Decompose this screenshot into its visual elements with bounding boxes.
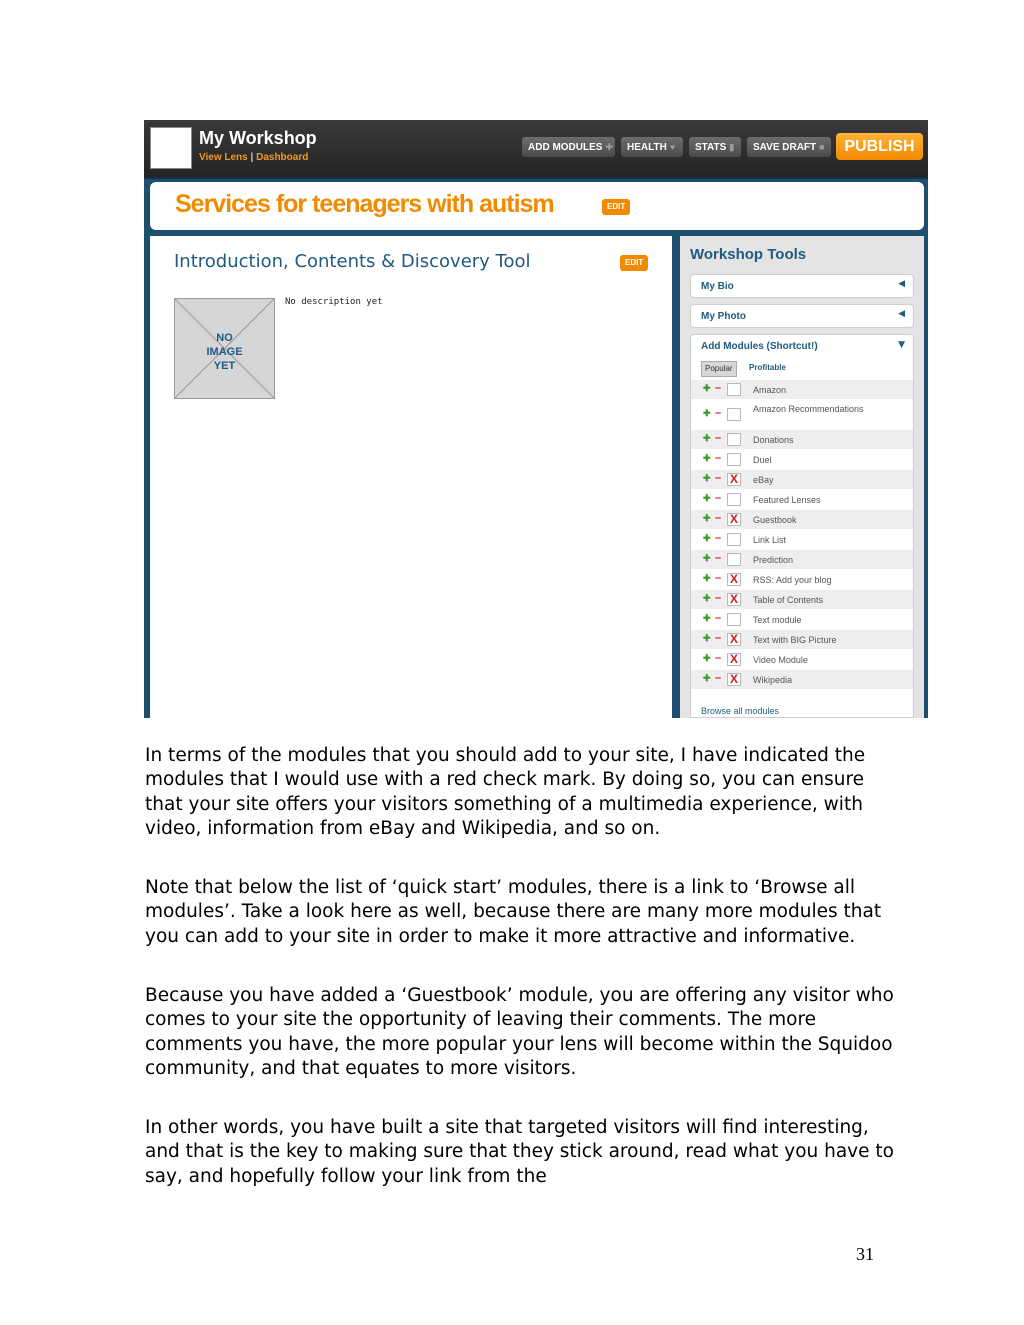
add-modules-button[interactable]	[522, 137, 615, 157]
module-name: Donations	[753, 435, 794, 445]
module-checkbox[interactable]	[727, 453, 741, 466]
module-row	[691, 430, 913, 450]
add-module-plus-icon[interactable]: ✚	[703, 573, 711, 583]
module-checkbox[interactable]	[727, 513, 741, 526]
remove-module-minus-icon[interactable]: –	[715, 452, 722, 464]
module-name: Duel	[753, 455, 772, 465]
module-checkbox[interactable]	[727, 433, 741, 446]
module-row	[691, 550, 913, 570]
module-name: Video Module	[753, 655, 808, 665]
tab-profitable[interactable]: Profitable	[749, 363, 786, 372]
health-button[interactable]	[621, 137, 683, 157]
dashboard-link[interactable]: Dashboard	[256, 152, 309, 163]
module-checkbox[interactable]	[727, 408, 741, 421]
add-module-plus-icon[interactable]: ✚	[703, 613, 711, 623]
lens-title: Services for teenagers with autism	[175, 190, 554, 218]
remove-module-minus-icon[interactable]: –	[715, 592, 722, 604]
remove-module-minus-icon[interactable]: –	[715, 472, 722, 484]
red-check-mark-icon: X	[730, 672, 739, 686]
add-module-plus-icon[interactable]: ✚	[703, 473, 711, 483]
add-module-plus-icon[interactable]: ✚	[703, 673, 711, 683]
module-name: Wikipedia	[753, 675, 793, 685]
save-icon: ■	[819, 142, 825, 152]
module-row	[691, 510, 913, 530]
no-image-placeholder	[174, 298, 275, 399]
add-modules-shortcut-label[interactable]: Add Modules (Shortcut!)	[701, 341, 818, 352]
workshop-header	[144, 120, 928, 179]
remove-module-minus-icon[interactable]: –	[715, 432, 722, 444]
view-lens-link[interactable]: View Lens	[199, 152, 248, 163]
edit-intro-button[interactable]: EDIT	[620, 255, 648, 271]
remove-module-minus-icon[interactable]: –	[715, 672, 722, 684]
remove-module-minus-icon[interactable]: –	[715, 552, 722, 564]
red-check-mark-icon: X	[730, 632, 739, 646]
module-checkbox[interactable]	[727, 613, 741, 626]
save-draft-button[interactable]	[747, 137, 831, 157]
tab-popular[interactable]: Popular	[701, 361, 737, 377]
page-number: 31	[856, 1244, 874, 1264]
paragraph: In terms of the modules that you should add to your site, I have indicated the modules that I would use with a red check mark. By doing so, you can ensure that your site offers your visitors something of a multimedia experience, with video, information from eBay and Wikipedia, and so on.	[145, 745, 866, 840]
link-separator: |	[247, 152, 257, 163]
red-check-mark-icon: X	[730, 512, 739, 526]
remove-module-minus-icon[interactable]: –	[715, 612, 722, 624]
module-row	[691, 670, 913, 690]
module-checkbox[interactable]	[727, 553, 741, 566]
add-module-plus-icon[interactable]: ✚	[703, 453, 711, 463]
publish-button[interactable]: PUBLISH	[836, 133, 923, 160]
module-name: Amazon	[753, 385, 787, 395]
module-checkbox[interactable]	[727, 633, 741, 646]
remove-module-minus-icon[interactable]: –	[715, 652, 722, 664]
remove-module-minus-icon[interactable]: –	[715, 572, 722, 584]
red-check-mark-icon: X	[730, 572, 739, 586]
health-label: HEALTH	[627, 142, 667, 153]
module-row	[691, 380, 913, 400]
add-module-plus-icon[interactable]: ✚	[703, 493, 711, 503]
module-name: Text with BIG Picture	[753, 635, 837, 645]
remove-module-minus-icon[interactable]: –	[715, 632, 722, 644]
module-row	[691, 630, 913, 650]
add-modules-label: ADD MODULES	[528, 142, 603, 153]
my-photo-label: My Photo	[701, 311, 746, 322]
module-name: Table of Contents	[753, 595, 824, 605]
add-module-plus-icon[interactable]: ✚	[703, 653, 711, 663]
module-row	[691, 590, 913, 610]
workshop-tools-title: Workshop Tools	[690, 246, 807, 263]
remove-module-minus-icon[interactable]: –	[715, 532, 722, 544]
module-checkbox[interactable]	[727, 533, 741, 546]
module-name: Prediction	[753, 555, 794, 565]
add-module-plus-icon[interactable]: ✚	[703, 433, 711, 443]
add-module-plus-icon[interactable]: ✚	[703, 513, 711, 523]
module-row	[691, 490, 913, 510]
module-name: RSS: Add your blog	[753, 575, 832, 585]
chevron-left-icon: ◀	[898, 309, 905, 319]
remove-module-minus-icon[interactable]: –	[715, 382, 722, 394]
add-module-plus-icon[interactable]: ✚	[703, 553, 711, 563]
module-name: Amazon Recommendations	[753, 404, 864, 414]
module-row	[691, 450, 913, 470]
lens-title-card	[150, 182, 924, 230]
module-checkbox[interactable]	[727, 493, 741, 506]
remove-module-minus-icon[interactable]: –	[715, 492, 722, 504]
module-row	[691, 570, 913, 590]
red-check-mark-icon: X	[730, 592, 739, 606]
edit-title-button[interactable]: EDIT	[602, 199, 630, 215]
workshop-tools-panel	[680, 236, 924, 718]
add-module-plus-icon[interactable]: ✚	[703, 408, 711, 418]
plus-icon: ✚	[605, 142, 613, 152]
add-modules-section	[690, 334, 914, 718]
paragraph: Note that below the list of ‘quick start’ modules, there is a link to ‘Browse all modules’. Take a look here as well, because there are many more modules that you can add to your site in order to make it more attractive and informative.	[145, 877, 882, 947]
stats-button[interactable]	[689, 137, 741, 157]
workshop-title: My Workshop	[199, 128, 317, 148]
save-draft-label: SAVE DRAFT	[753, 142, 817, 153]
paragraph: In other words, you have built a site that targeted visitors will find interesting, and that is the key to making sure that they stick around, read what you have to say, and hopefully follow your link from the	[145, 1117, 894, 1187]
heart-icon: ♥	[669, 142, 676, 152]
remove-module-minus-icon[interactable]: –	[715, 407, 722, 419]
module-checkbox[interactable]	[727, 593, 741, 606]
module-row	[691, 650, 913, 670]
module-row	[691, 530, 913, 550]
my-bio-accordion[interactable]	[690, 274, 914, 298]
add-module-plus-icon[interactable]: ✚	[703, 383, 711, 393]
avatar	[150, 127, 192, 169]
my-bio-label: My Bio	[701, 281, 734, 292]
my-photo-accordion[interactable]	[690, 304, 914, 328]
browse-all-modules-link[interactable]: Browse all modules	[701, 706, 780, 716]
remove-module-minus-icon[interactable]: –	[715, 512, 722, 524]
workshop-screenshot	[144, 120, 928, 718]
chevron-down-icon[interactable]: ▼	[898, 340, 905, 350]
module-row	[691, 470, 913, 490]
module-name: Link List	[753, 535, 787, 545]
module-checkbox[interactable]	[727, 383, 741, 396]
chevron-left-icon: ◀	[898, 279, 905, 289]
intro-module	[150, 236, 672, 718]
add-module-plus-icon[interactable]: ✚	[703, 633, 711, 643]
module-checkbox[interactable]	[727, 653, 741, 666]
module-checkbox[interactable]	[727, 473, 741, 486]
workshop-links	[199, 152, 308, 163]
red-check-mark-icon: X	[730, 652, 739, 666]
module-checkbox[interactable]	[727, 673, 741, 686]
module-row	[691, 400, 913, 430]
add-module-plus-icon[interactable]: ✚	[703, 593, 711, 603]
module-name: Text module	[753, 615, 802, 625]
module-name: Guestbook	[753, 515, 797, 525]
intro-title: Introduction, Contents & Discovery Tool	[174, 251, 531, 272]
red-check-mark-icon: X	[730, 472, 739, 486]
module-name: Featured Lenses	[753, 495, 821, 505]
intro-description: No description yet	[285, 297, 383, 307]
paragraph: Because you have added a ‘Guestbook’ module, you are offering any visitor who comes to your site the opportunity of leaving their comments. The more comments you have, the more popular your lens will become within the Squidoo community, and that equates to more visitors.	[145, 985, 894, 1080]
module-name: eBay	[753, 475, 774, 485]
module-row	[691, 610, 913, 630]
no-image-label: NO IMAGE YET	[206, 332, 243, 372]
add-module-plus-icon[interactable]: ✚	[703, 533, 711, 543]
module-checkbox[interactable]	[727, 573, 741, 586]
stats-label: STATS	[695, 142, 727, 153]
bar-chart-icon: ▮	[729, 142, 735, 152]
